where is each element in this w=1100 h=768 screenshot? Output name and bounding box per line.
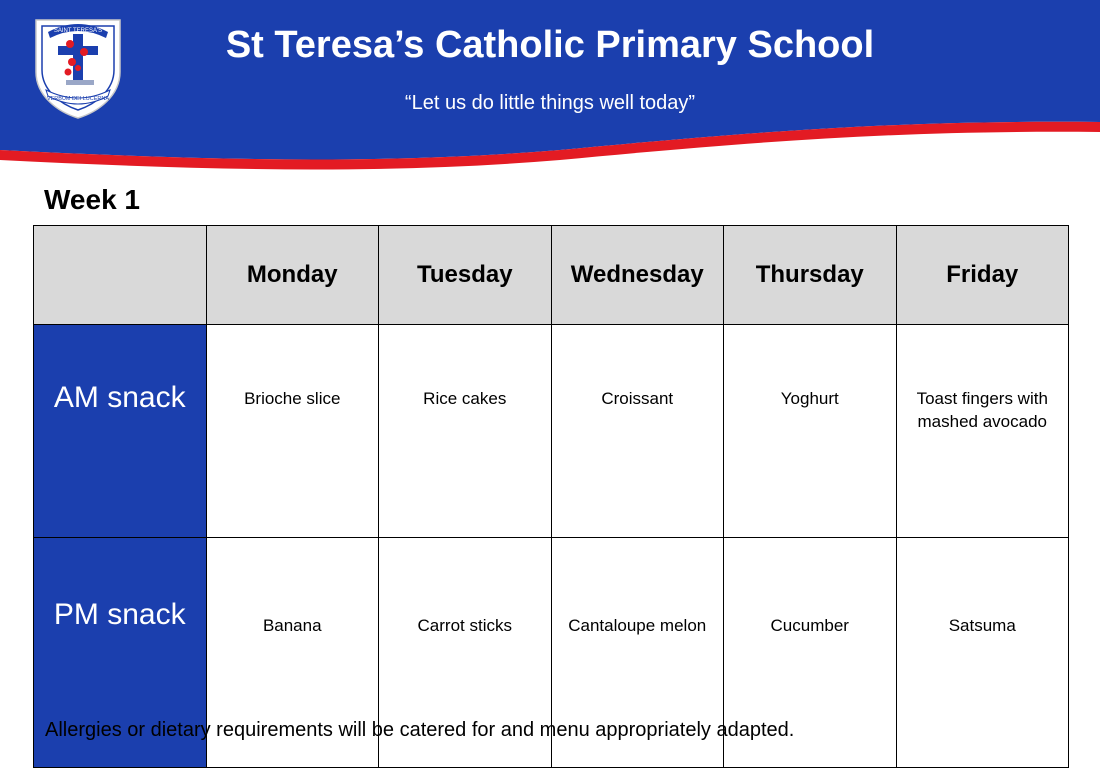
row-label-am-snack: AM snack (34, 325, 207, 538)
pm-snack-monday: Banana (206, 538, 379, 768)
day-header-thursday: Thursday (724, 226, 897, 325)
school-motto: “Let us do little things well today” (404, 92, 696, 114)
am-snack-friday: Toast fingers with mashed avocado (896, 325, 1069, 538)
allergy-note: Allergies or dietary requirements will be catered for and menu appropriately adapted. (45, 719, 795, 741)
am-snack-monday: Brioche slice (206, 325, 379, 538)
am-snack-wednesday: Croissant (551, 325, 724, 538)
am-snack-tuesday: Rice cakes (379, 325, 552, 538)
am-snack-thursday: Yoghurt (724, 325, 897, 538)
table-row-am-snack (34, 325, 1069, 538)
pm-snack-friday: Satsuma (896, 538, 1069, 768)
corner-cell (34, 226, 207, 325)
day-header-friday: Friday (896, 226, 1069, 325)
day-header-wednesday: Wednesday (551, 226, 724, 325)
row-label-pm-snack: PM snack (34, 538, 207, 768)
crest-bottom-text: VERBUM DEI LUCERNA (46, 96, 110, 102)
header-banner (0, 0, 1100, 170)
school-name: St Teresa’s Catholic Primary School (225, 24, 875, 66)
day-header-tuesday: Tuesday (379, 226, 552, 325)
pm-snack-tuesday: Carrot sticks (379, 538, 552, 768)
pm-snack-wednesday: Cantaloupe melon (551, 538, 724, 768)
table-header-row (34, 226, 1069, 325)
day-header-monday: Monday (206, 226, 379, 325)
week-label: Week 1 (44, 184, 140, 215)
pm-snack-thursday: Cucumber (724, 538, 897, 768)
snack-menu-table (33, 225, 1069, 768)
crest-top-text: SAINT TERESA'S (53, 28, 103, 34)
